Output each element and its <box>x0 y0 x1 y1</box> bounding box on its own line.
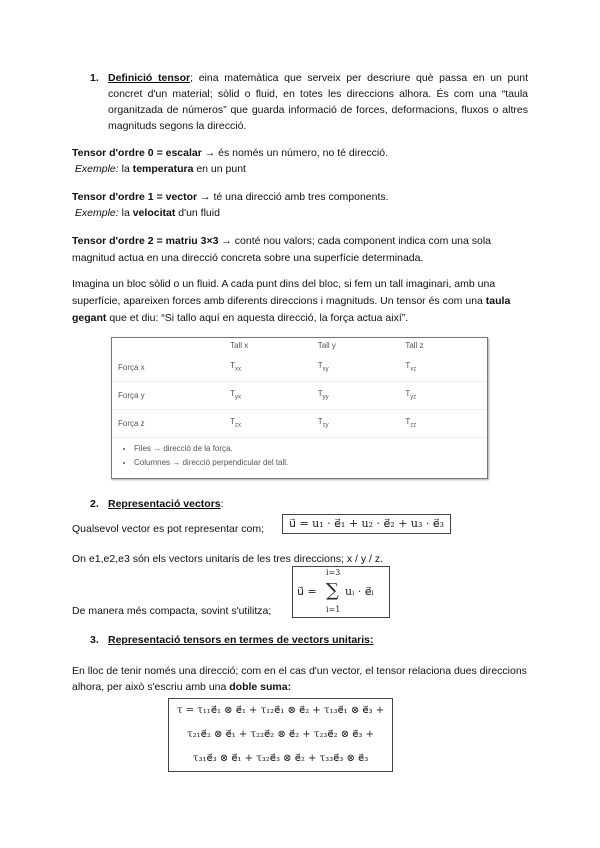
column-header: Tall y <box>317 341 336 350</box>
section-number: 1. <box>90 72 99 84</box>
symbol: T <box>317 360 323 370</box>
table-cell <box>224 382 312 410</box>
vector-equation: u⃗ = u₁ · e⃗₁ + u₂ · e⃗₂ + u₃ · e⃗₃ <box>282 514 451 534</box>
text: d'un fluid <box>175 207 220 219</box>
section-title: Definició tensor <box>108 72 191 84</box>
text: On e1,e2,e3 són els vectors unitaris de les tres direccions; x / y / z. <box>72 553 384 565</box>
section-heading <box>108 496 224 512</box>
text: → és només un número, no té direcció. <box>201 147 389 159</box>
label: Tensor d'ordre 0 = escalar <box>72 147 202 159</box>
section-heading <box>108 632 374 648</box>
tensor-equation <box>168 698 393 772</box>
symbol: T <box>230 416 235 426</box>
tensor-table <box>112 338 487 438</box>
text: en un punt <box>193 163 246 175</box>
table-cell <box>399 354 487 382</box>
symbol: T <box>230 360 235 370</box>
text: temperatura <box>132 163 194 175</box>
table-row <box>112 382 487 410</box>
subscript: xy <box>322 366 329 373</box>
text: taula gegant <box>72 295 511 324</box>
symbol: T <box>230 388 235 398</box>
text: : <box>220 498 224 510</box>
explanation-paragraph <box>72 276 532 327</box>
tensor-table-image <box>111 337 488 479</box>
note-item: • Columnes → direcció perpendicular del tall. <box>134 456 487 470</box>
text: → conté nou valors; cada component indica com una sola magnitud actua en una direcció concreta sobre una superfície determinada. <box>72 235 492 264</box>
table-cell <box>224 354 312 382</box>
definition-paragraph <box>108 70 528 134</box>
table-cell <box>312 382 400 410</box>
symbol: T <box>405 360 411 370</box>
table-cell <box>312 410 400 438</box>
definition-text: ; eina matemàtica que serveix per descriure què passa en un punt concret d'un material; sòlid o fluid, en totes les direccions alhora. És com una “taula organitzada de números” que guarda informació de forces, deformacions, fluxos o altres magnituds segons la direcció. <box>108 72 528 132</box>
tensor-order-0 <box>72 145 532 177</box>
tensor-order-1 <box>72 189 532 221</box>
example-label: Exemple: <box>74 163 119 175</box>
symbol: T <box>405 416 411 426</box>
section-number: 2. <box>90 498 99 510</box>
example-label: Exemple: <box>74 207 119 219</box>
column-header <box>112 338 224 354</box>
table-cell <box>224 410 312 438</box>
subscript: zz <box>410 422 417 429</box>
label: Tensor d'ordre 2 = matriu 3×3 <box>72 235 219 247</box>
column-header: Tall z <box>405 341 424 350</box>
table-cell <box>312 354 400 382</box>
section-title: Representació tensors en termes de vectors unitaris: <box>108 634 374 646</box>
text: i=1 <box>326 605 341 614</box>
subscript: yx <box>234 394 241 401</box>
column-header: Tall x <box>230 341 249 350</box>
text: Qualsevol vector es pot representar com; <box>72 523 265 535</box>
equation-line: τ₂₁e⃗₂ ⊗ e⃗₁ + τ₂₂e⃗₂ ⊗ e⃗₂ + τ₂₃e⃗₂ ⊗ e⃗₃ + <box>187 729 374 740</box>
subscript: zx <box>234 422 241 429</box>
table-notes <box>112 442 487 470</box>
table-cell <box>399 382 487 410</box>
symbol: T <box>405 388 411 398</box>
subscript: zy <box>322 422 329 429</box>
text: velocitat <box>132 207 176 219</box>
text: Imagina un bloc sòlid o un fluid. A cada punt dins del bloc, si fem un tall imaginari, amb una superfície, apareixen forces amb diferents direccions i magnituds. Un tensor és com una <box>72 278 496 307</box>
text: De manera més compacta, sovint s'utilitza; <box>72 605 272 617</box>
equation-line: τ = τ₁₁e⃗₁ ⊗ e⃗₁ + τ₁₂e⃗₁ ⊗ e⃗₂ + τ₁₃e⃗₁ ⊗ e⃗₃ + <box>177 705 385 716</box>
text: uᵢ · e⃗ᵢ <box>345 585 374 598</box>
row-label: Força y <box>112 382 224 410</box>
section-title: Representació vectors <box>108 498 221 510</box>
subscript: xz <box>410 366 417 373</box>
subscript: yz <box>410 394 417 401</box>
tensor-order-2 <box>72 233 532 267</box>
row-label: Força z <box>112 410 224 438</box>
subscript: yy <box>322 394 329 401</box>
text: que et diu: “Si tallo aquí en aquesta direcció, la força actua així”. <box>106 312 409 324</box>
text: u⃗ = <box>297 585 317 598</box>
subscript: xx <box>234 366 241 373</box>
section-number: 3. <box>90 634 99 646</box>
table-header-row <box>112 338 487 354</box>
sum-equation <box>292 566 390 618</box>
text: → té una direcció amb tres components. <box>197 191 389 203</box>
text: doble suma: <box>229 681 292 693</box>
table-cell <box>399 410 487 438</box>
table-row <box>112 410 487 438</box>
text: la <box>118 163 133 175</box>
label: Tensor d'ordre 1 = vector <box>72 191 198 203</box>
table-row <box>112 354 487 382</box>
equation-line: τ₃₁e⃗₃ ⊗ e⃗₁ + τ₃₂e⃗₃ ⊗ e⃗₂ + τ₃₃e⃗₃ ⊗ e⃗₃ <box>192 753 369 764</box>
symbol: T <box>317 416 323 426</box>
sum-symbol: ∑ <box>326 580 339 601</box>
text: la <box>118 207 133 219</box>
row-label: Força x <box>112 354 224 382</box>
text <box>72 663 532 695</box>
text: En lloc de tenir només una direcció; com en el cas d'un vector, el tensor relaciona dues direccions alhora, per això s'escriu amb una <box>72 665 527 693</box>
text: i=3 <box>326 568 341 577</box>
note-item: • Files → direcció de la força. <box>134 442 487 456</box>
symbol: T <box>317 388 323 398</box>
